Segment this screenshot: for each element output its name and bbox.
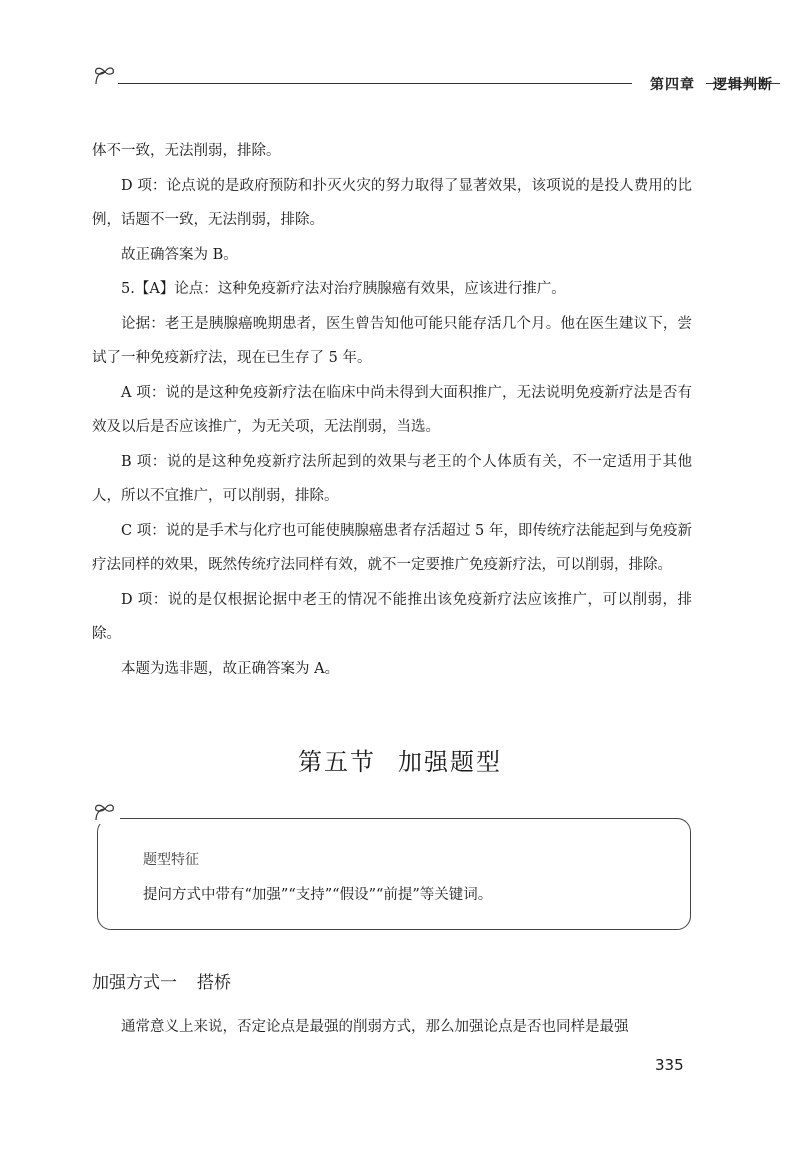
header-rule	[118, 83, 632, 84]
chapter-title: 逻辑判断	[713, 77, 773, 93]
header-text	[650, 74, 773, 94]
subsection-number: 加强方式一	[92, 973, 177, 993]
paragraph: D 项：论点说的是政府预防和扑灭火灾的努力取得了显著效果，该项说的是投人费用的比例，话题不一致，无法削弱，排除。	[92, 177, 692, 228]
paragraph: D 项：说的是仅根据论据中老王的情况不能推出该免疫新疗法应该推广，可以削弱，排除。	[92, 591, 692, 642]
feature-box-label: 题型特征	[143, 852, 199, 868]
paragraph: 本题为选非题，故正确答案为 A。	[121, 660, 340, 677]
section-name: 加强题型	[398, 748, 502, 776]
page-number: 335	[655, 1056, 684, 1074]
paragraph: 5.【A】论点：这种免疫新疗法对治疗胰腺癌有效果，应该进行推广。	[121, 281, 566, 297]
section-title	[0, 742, 800, 777]
paragraph: 通常意义上来说，否定论点是最强的削弱方式，那么加强论点是否也同样是最强	[121, 1019, 629, 1035]
paragraph: A 项：说的是这种免疫新疗法在临床中尚未得到大面积推广，无法说明免疫新疗法是否有效及以后是否应该推广，为无关项，无法削弱，当选。	[92, 384, 692, 435]
running-header	[92, 62, 773, 93]
feature-box	[97, 818, 691, 930]
feature-box-text: 提问方式中带有“加强”“支持”“假设”“前提”等关键词。	[143, 887, 493, 903]
subsection-title	[92, 968, 231, 993]
paragraph: C 项：说的是手术与化疗也可能使胰腺癌患者存活超过 5 年，即传统疗法能起到与免疫新疗法同样的效果，既然传统疗法同样有效，就不一定要推广免疫新疗法，可以削弱，排除。	[92, 522, 692, 573]
body-text	[92, 134, 692, 686]
paragraph: B 项：说的是这种免疫新疗法所起到的效果与老王的个人体质有关，不一定适用于其他人，所以不宜推广，可以削弱，排除。	[92, 453, 692, 504]
chapter-number: 第四章	[650, 77, 695, 93]
paragraph: 故正确答案为 B。	[121, 246, 238, 263]
header-rule-right	[706, 83, 780, 84]
paragraph: 体不一致，无法削弱，排除。	[92, 143, 281, 159]
section-number: 第五节	[298, 748, 376, 776]
subsection-name: 搭桥	[197, 973, 231, 993]
sprout-icon	[92, 62, 118, 88]
sprout-icon	[90, 798, 120, 824]
paragraph: 论据：老王是胰腺癌晚期患者，医生曾告知他可能只能存活几个月。他在医生建议下，尝试了一种免疫新疗法，现在已生存了 5 年。	[92, 315, 692, 366]
